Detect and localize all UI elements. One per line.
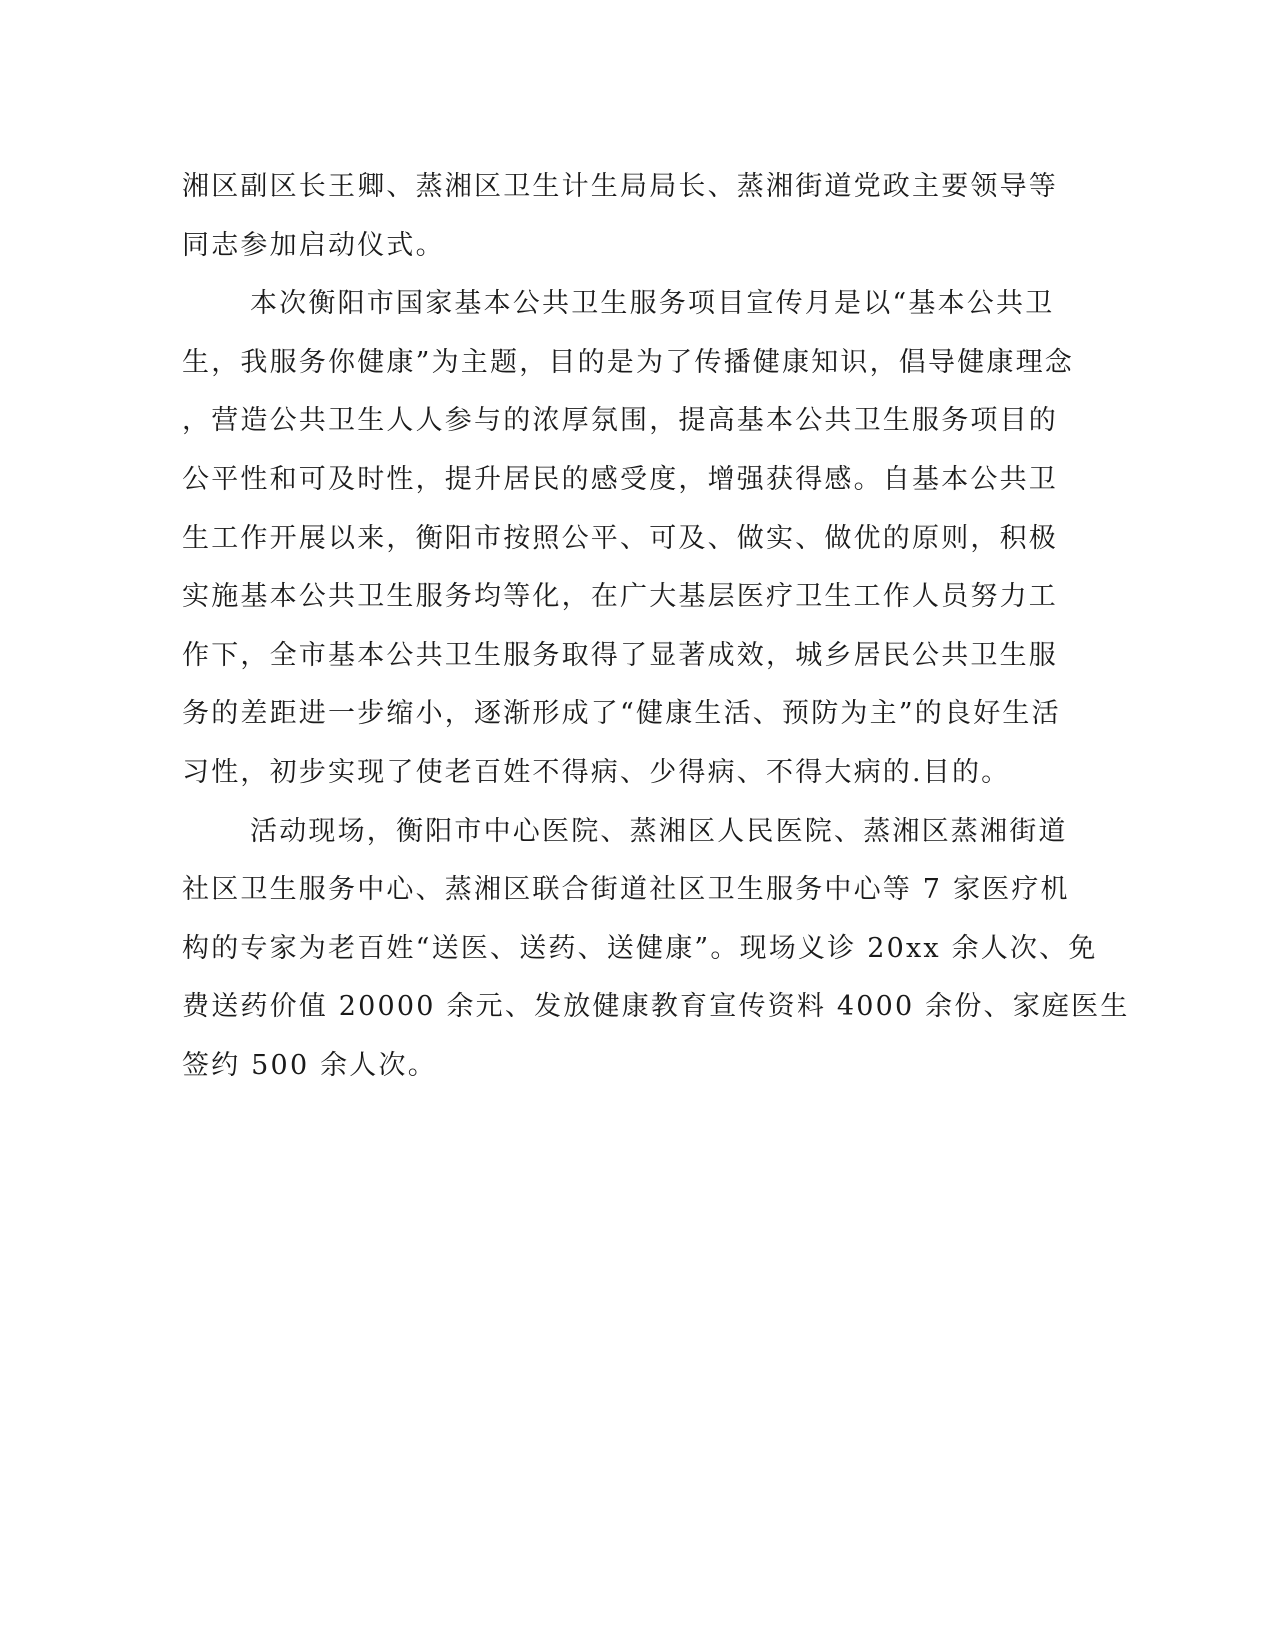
paragraph-start-line: 活动现场，衡阳市中心医院、蒸湘区人民医院、蒸湘区蒸湘街道 (250, 815, 1068, 847)
paragraph-start-line: 本次衡阳市国家基本公共卫生服务项目宣传月是以“基本公共卫 (250, 288, 1055, 320)
text-line: 生工作开展以来，衡阳市按照公平、可及、做实、做优的原则，积极 (182, 522, 1058, 554)
text-line: 构的专家为老百姓“送医、送药、送健康”。现场义诊 20xx 余人次、免 (182, 932, 1098, 964)
text-line: 作下，全市基本公共卫生服务取得了显著成效，城乡居民公共卫生服 (182, 639, 1058, 671)
text-line: 公平性和可及时性，提升居民的感受度，增强获得感。自基本公共卫 (182, 463, 1058, 495)
text-line: 费送药价值 20000 余元、发放健康教育宣传资料 4000 余份、家庭医生 (182, 991, 1130, 1023)
text-line: 同志参加启动仪式。 (182, 229, 445, 261)
text-line: 湘区副区长王卿、蒸湘区卫生计生局局长、蒸湘街道党政主要领导等 (182, 171, 1058, 202)
text-line: 社区卫生服务中心、蒸湘区联合街道社区卫生服务中心等 7 家医疗机 (182, 874, 1070, 906)
text-line: 习性，初步实现了使老百姓不得病、少得病、不得大病的.目的。 (182, 756, 1011, 788)
text-line: 实施基本公共卫生服务均等化，在广大基层医疗卫生工作人员努力工 (182, 581, 1058, 613)
text-line: 务的差距进一步缩小，逐渐形成了“健康生活、预防为主”的良好生活 (182, 698, 1061, 730)
body-text (182, 158, 1130, 1096)
text-line: 生，我服务你健康”为主题，目的是为了传播健康知识，倡导健康理念 (182, 346, 1075, 378)
text-line: 签约 500 余人次。 (182, 1049, 437, 1081)
text-line: ，营造公共卫生人人参与的浓厚氛围，提高基本公共卫生服务项目的 (182, 405, 1058, 437)
